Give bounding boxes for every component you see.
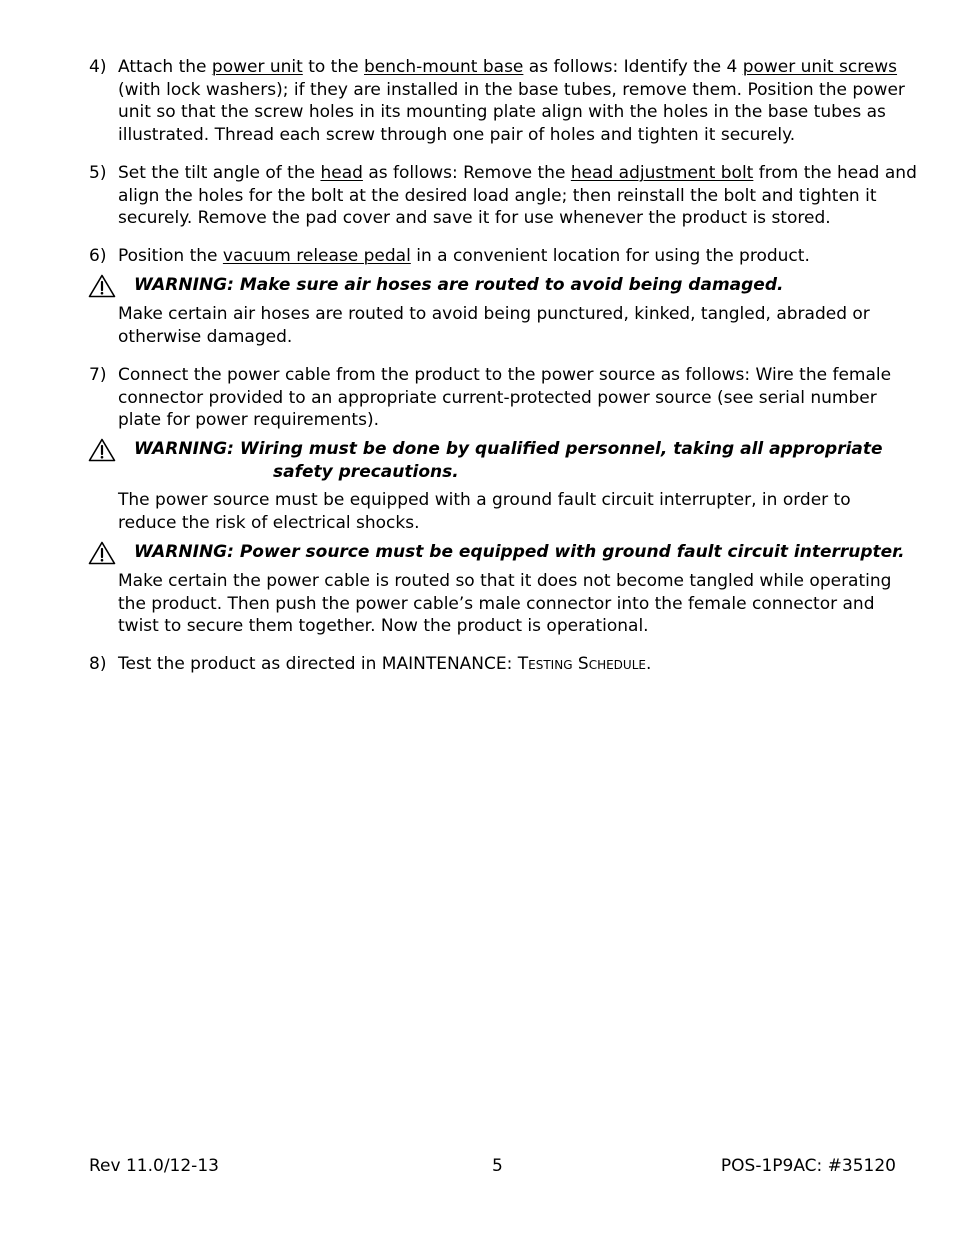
warning-detail-air-hoses: Make certain air hoses are routed to avoid being punctured, kinked, tangled, abraded or otherwise damaged. xyxy=(118,304,870,347)
term-head-adjustment-bolt: head adjustment bolt xyxy=(570,163,754,183)
text-run: as follows: Remove the xyxy=(362,163,571,183)
text-run: Attach the xyxy=(118,57,212,77)
warning-text xyxy=(134,438,928,483)
term-power-unit: power unit xyxy=(211,57,303,77)
term-power-unit-screws: power unit screws xyxy=(742,57,898,77)
warning-triangle-icon xyxy=(88,541,116,565)
step-number: 4) xyxy=(89,57,107,77)
term-bench-mount-base: bench-mount base xyxy=(364,57,524,77)
warning-detail-wiring: The power source must be equipped with a ground fault circuit interrupter, in order to reduce the risk of electrical shocks. xyxy=(118,490,851,533)
text-run: from the head and align the holes for the bolt at the desired load angle; then reinstall the bolt and tighten it securely. Remove the pad cover and save it for use whenever the product is stored. xyxy=(118,163,917,229)
text-run: (with lock washers); if they are installed in the base tubes, remove them. Position the power unit so that the screw holes in its mounting plate align with the holes in the base tubes as illustrated. Thread each screw through one pair of holes and tighten it securely. xyxy=(118,79,905,146)
text-run: in a convenient location for using the product. xyxy=(410,246,810,266)
step-4 xyxy=(89,56,919,147)
step-text: Connect the power cable from the product to the power source as follows: Wire the female connector provided to an appropriate current-protected power source (see serial number plate for power requirements). xyxy=(118,365,892,431)
step-text xyxy=(118,653,919,676)
footer-page-number: 5 xyxy=(492,1156,503,1176)
footer-document-id: POS-1P9AC: #35120 xyxy=(720,1156,896,1176)
step-number: 7) xyxy=(89,365,107,385)
text-run: as follows: Identify the 4 xyxy=(523,57,743,77)
step-number: 8) xyxy=(89,654,107,674)
warning-text: WARNING: Power source must be equipped with ground fault circuit interrupter. xyxy=(134,542,905,562)
warning-line-1: WARNING: Wiring must be done by qualified personnel, taking all appropriate xyxy=(134,439,883,459)
text-run: . xyxy=(645,654,652,674)
footer-revision: Rev 11.0/12-13 xyxy=(89,1156,219,1176)
section-reference: Testing Schedule xyxy=(517,654,646,674)
step-5 xyxy=(89,162,919,230)
step-7 xyxy=(89,364,919,432)
term-vacuum-release-pedal: vacuum release pedal xyxy=(222,246,411,266)
text-run: Test the product as directed in MAINTENANCE: xyxy=(118,654,518,674)
warning-wiring xyxy=(88,438,928,483)
term-head: head xyxy=(320,163,363,183)
step-6 xyxy=(89,245,919,268)
step-text xyxy=(118,245,919,268)
warning-detail-ground-fault: Make certain the power cable is routed so that it does not become tangled while operating the product. Then push the power cable’s male connector into the female connector and twist to secure them together. Now the product is operational. xyxy=(118,571,892,637)
step-number: 6) xyxy=(89,246,107,266)
warning-line-2: safety precautions. xyxy=(273,461,459,482)
step-text xyxy=(118,56,919,147)
text-run: Position the xyxy=(118,246,223,266)
warning-text: WARNING: Make sure air hoses are routed to avoid being damaged. xyxy=(134,275,784,295)
warning-air-hoses xyxy=(88,274,928,297)
warning-triangle-icon xyxy=(88,438,116,462)
text-run: Set the tilt angle of the xyxy=(118,163,321,183)
step-text xyxy=(118,162,919,230)
step-number: 5) xyxy=(89,163,107,183)
warning-triangle-icon xyxy=(88,274,116,298)
step-8 xyxy=(89,653,919,676)
warning-ground-fault xyxy=(88,541,928,564)
text-run: to the xyxy=(302,57,364,77)
